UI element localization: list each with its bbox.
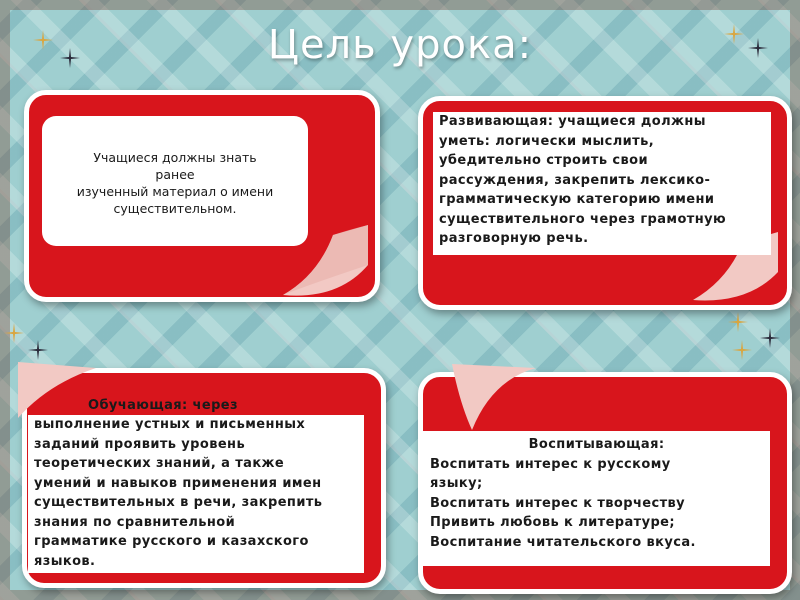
goal-text-line: теоретических знаний, а также <box>34 456 285 471</box>
goal-text-line: изученный материал о имени <box>76 184 274 199</box>
goal-text-line: существительного через грамотную <box>439 211 726 227</box>
goal-text-line: Воспитать интерес к русскому <box>430 456 671 472</box>
sparkle-icon <box>33 30 53 50</box>
goal-text-line: рассуждения, закрепить лексико- <box>439 172 711 188</box>
goal-text-line: Воспитать интерес к творчеству <box>430 495 686 511</box>
sparkle-icon <box>4 323 24 343</box>
goal-text-line: уметь: логически мыслить, <box>439 133 655 149</box>
goal-text-line: Привить любовь к литературе; <box>430 515 675 530</box>
sparkle-icon <box>732 340 752 360</box>
goal-text-line: Учащиеся должны знать <box>93 150 257 165</box>
goal-text-line: языку; <box>430 476 483 491</box>
goal-text-line: убедительно строить свои <box>439 153 648 168</box>
goal-text-upbringing <box>423 431 770 566</box>
goal-text-line: разговорную речь. <box>439 231 589 246</box>
sparkle-icon <box>728 312 748 332</box>
goal-text-line: ранее <box>155 167 195 182</box>
sparkle-icon <box>60 48 80 68</box>
goal-heading-upbringing: Воспитывающая: <box>528 437 665 452</box>
goal-heading-teaching: Обучающая: через <box>88 398 238 413</box>
goal-text-line: существительных в речи, закрепить <box>34 495 323 510</box>
sparkle-icon <box>28 340 48 360</box>
goal-text-knowledge <box>42 116 308 246</box>
page-curl-icon <box>452 364 536 430</box>
goal-text-line: знания по сравнительной <box>34 514 236 530</box>
goal-text-developing <box>433 112 771 255</box>
goal-text-line: грамматическую категорию имени <box>439 192 715 207</box>
sparkle-icon <box>724 24 744 44</box>
goal-text-line: умений и навыков применения имен <box>34 475 322 491</box>
goal-text-line: Воспитание читательского вкуса. <box>430 534 696 550</box>
goal-text-line: существительном. <box>113 201 237 216</box>
goal-text-line: грамматике русского и казахского <box>34 534 309 549</box>
sparkle-icon <box>760 328 780 348</box>
slide-title: Цель урока: <box>267 22 533 68</box>
goal-text-line: Развивающая: учащиеся должны <box>439 114 706 129</box>
goal-text-line: языков. <box>34 553 96 569</box>
goal-text-teaching <box>28 415 364 573</box>
goal-text-line: выполнение устных и письменных <box>34 417 306 432</box>
goal-text-line: заданий проявить уровень <box>34 436 246 452</box>
sparkle-icon <box>748 38 768 58</box>
